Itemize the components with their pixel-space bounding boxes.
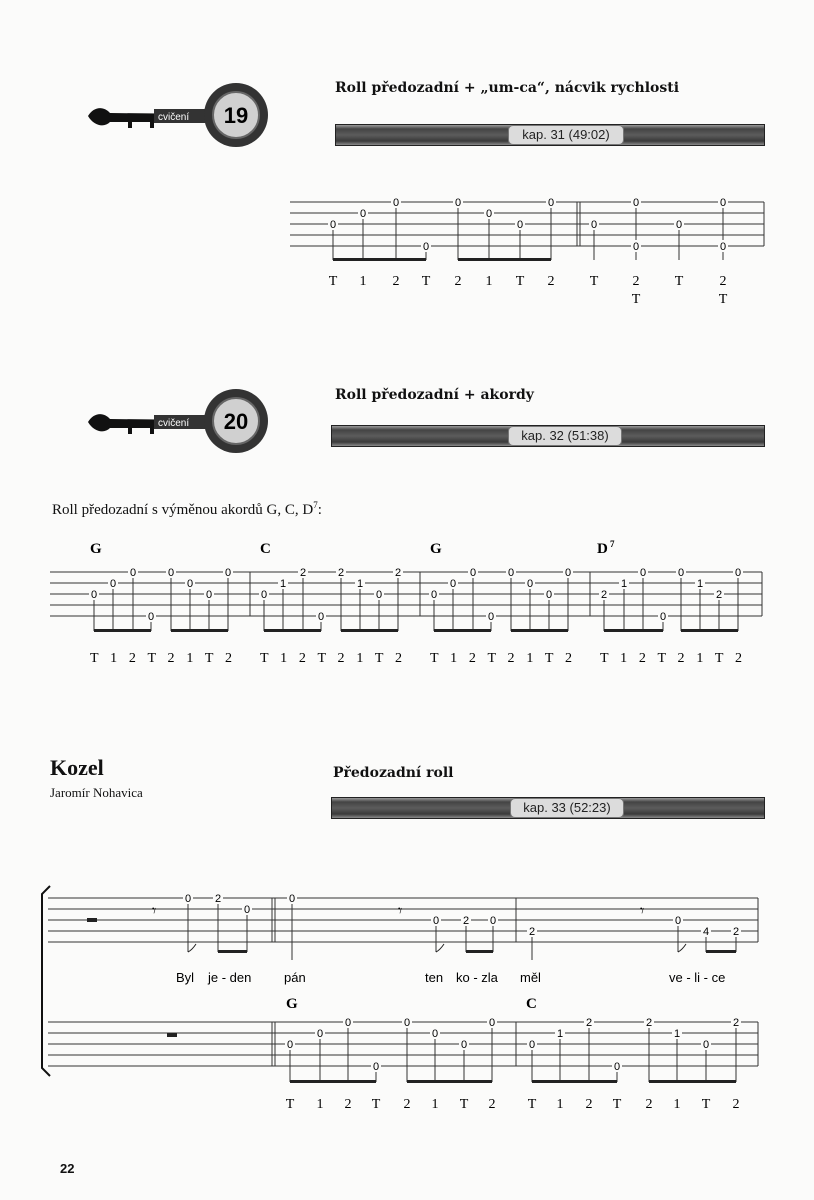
chapter-chip[interactable]: kap. 31 (49:02): [508, 125, 624, 145]
svg-text:pán: pán: [284, 970, 306, 985]
svg-text:0: 0: [243, 904, 251, 916]
svg-text:0: 0: [590, 219, 598, 231]
exercise-label: cvičení: [158, 112, 190, 123]
svg-text:0: 0: [719, 241, 727, 253]
svg-text:0: 0: [674, 915, 682, 927]
svg-text:2: 2: [392, 274, 400, 289]
svg-text:měl: měl: [520, 970, 541, 985]
svg-text:1: 1: [696, 578, 704, 590]
chord-symbols: [286, 996, 537, 1012]
tab-staff-ex20: [0, 535, 814, 675]
svg-text:0: 0: [526, 578, 534, 590]
svg-text:0: 0: [528, 1039, 536, 1051]
svg-text:1: 1: [279, 578, 287, 590]
svg-text:T: T: [718, 292, 728, 307]
exercise-label: cvičení: [158, 418, 190, 429]
svg-text:0: 0: [677, 567, 685, 579]
melody-beams: [188, 944, 736, 953]
svg-text:0: 0: [545, 589, 553, 601]
fingering-row: [90, 651, 742, 666]
svg-text:je - den: je - den: [208, 970, 252, 985]
whole-rest-icon: [167, 1033, 177, 1037]
svg-text:0: 0: [147, 611, 155, 623]
staff-lines: [50, 572, 762, 616]
svg-text:1: 1: [620, 578, 628, 590]
svg-text:T: T: [328, 274, 338, 289]
svg-text:G: G: [90, 541, 102, 557]
svg-text:0: 0: [639, 567, 647, 579]
svg-text:0: 0: [329, 219, 337, 231]
svg-text:1: 1: [485, 274, 493, 289]
svg-text:1: 1: [673, 1097, 681, 1112]
svg-text:0: 0: [286, 1039, 294, 1051]
svg-text:1: 1: [673, 1028, 681, 1040]
svg-text:0: 0: [224, 567, 232, 579]
svg-text:T 1 2 T 2 1 T 2: T 1 2 T 2 1 T 2: [90, 651, 232, 666]
svg-text:T: T: [612, 1097, 622, 1112]
svg-text:1: 1: [431, 1097, 439, 1112]
svg-text:2: 2: [732, 1097, 740, 1112]
svg-text:0: 0: [344, 1017, 352, 1029]
exercise-title: Roll předozadní + akordy: [335, 387, 534, 403]
svg-text:0: 0: [613, 1061, 621, 1073]
svg-text:G: G: [286, 996, 298, 1012]
svg-text:2: 2: [454, 274, 462, 289]
accomp-beams: [290, 1080, 736, 1083]
page-number: 22: [60, 1161, 75, 1176]
svg-text:0: 0: [449, 578, 457, 590]
svg-text:2: 2: [732, 1017, 740, 1029]
svg-text:0: 0: [186, 578, 194, 590]
svg-text:0: 0: [547, 197, 555, 209]
svg-text:0: 0: [167, 567, 175, 579]
svg-text:0: 0: [129, 567, 137, 579]
svg-text:T 1 2 T 2 1 T 2: T 1 2 T 2 1 T 2: [260, 651, 402, 666]
svg-text:ko - zla: ko - zla: [456, 970, 498, 985]
tab-staff-ex19: [0, 185, 814, 315]
svg-text:0: 0: [507, 567, 515, 579]
svg-text:0: 0: [359, 208, 367, 220]
svg-text:T: T: [527, 1097, 537, 1112]
svg-text:2: 2: [214, 893, 222, 905]
svg-text:0: 0: [288, 893, 296, 905]
svg-text:2: 2: [732, 926, 740, 938]
note-beams: [333, 258, 551, 261]
svg-text:2: 2: [528, 926, 536, 938]
svg-text:0: 0: [632, 241, 640, 253]
svg-text:0: 0: [632, 197, 640, 209]
note-beams: [94, 629, 738, 632]
eighth-rest-icon: 𝄾: [398, 903, 403, 920]
svg-text:0: 0: [485, 208, 493, 220]
svg-text:T 1 2 T 2 1 T 2: T 1 2 T 2 1 T 2: [600, 651, 742, 666]
svg-text:0: 0: [403, 1017, 411, 1029]
eighth-rest-icon: 𝄾: [640, 903, 645, 920]
song-title: Kozel: [50, 755, 104, 780]
svg-text:0: 0: [375, 589, 383, 601]
svg-text:0: 0: [659, 611, 667, 623]
svg-text:2: 2: [600, 589, 608, 601]
svg-text:T: T: [631, 292, 641, 307]
svg-text:0: 0: [422, 241, 430, 253]
fingering-row: [329, 274, 728, 307]
svg-text:0: 0: [516, 219, 524, 231]
svg-text:T: T: [515, 274, 525, 289]
svg-text:0: 0: [205, 589, 213, 601]
svg-text:0: 0: [260, 589, 268, 601]
svg-text:2: 2: [585, 1017, 593, 1029]
eighth-rest-icon: 𝄾: [152, 903, 157, 920]
exercise-intro: Roll předozadní s výměnou akordů G, C, $D^7$:: [52, 500, 322, 518]
note-stems: [333, 202, 723, 260]
svg-text:T: T: [285, 1097, 295, 1112]
svg-text:1: 1: [556, 1097, 564, 1112]
svg-text:G: G: [430, 541, 442, 557]
lyrics: [176, 970, 725, 985]
svg-text:1: 1: [316, 1097, 324, 1112]
svg-text:0: 0: [454, 197, 462, 209]
svg-text:0: 0: [719, 197, 727, 209]
svg-text:Byl: Byl: [176, 970, 195, 985]
song-author: Jaromír Nohavica: [50, 785, 143, 800]
svg-text:4: 4: [702, 926, 710, 938]
accomp-stems: [290, 1022, 736, 1082]
chapter-bar: [331, 797, 765, 819]
svg-text:0: 0: [488, 1017, 496, 1029]
svg-text:T: T: [589, 274, 599, 289]
svg-text:1: 1: [556, 1028, 564, 1040]
svg-text:2: 2: [488, 1097, 496, 1112]
svg-text:0: 0: [372, 1061, 380, 1073]
svg-text:0: 0: [460, 1039, 468, 1051]
exercise-number: 19: [223, 103, 249, 128]
svg-text:1: 1: [359, 274, 367, 289]
exercise-badge-19: [84, 80, 284, 154]
song-score: [0, 880, 814, 1120]
svg-text:T 1 2 T 2 1 T 2: T 1 2 T 2 1 T 2: [430, 651, 572, 666]
svg-text:0: 0: [469, 567, 477, 579]
svg-text:2: 2: [337, 567, 345, 579]
svg-text:0: 0: [431, 1028, 439, 1040]
svg-text:7: 7: [610, 539, 615, 549]
svg-text:2: 2: [645, 1017, 653, 1029]
svg-text:0: 0: [317, 611, 325, 623]
song-subtitle: Předozadní roll: [333, 765, 454, 781]
svg-text:T: T: [459, 1097, 469, 1112]
svg-text:C: C: [260, 541, 271, 557]
svg-text:T: T: [674, 274, 684, 289]
svg-text:D: D: [597, 541, 608, 557]
svg-text:2: 2: [462, 915, 470, 927]
half-rest-icon: [87, 918, 97, 922]
svg-text:2: 2: [632, 274, 640, 289]
svg-text:0: 0: [489, 915, 497, 927]
svg-text:0: 0: [702, 1039, 710, 1051]
svg-text:ten: ten: [425, 970, 444, 985]
chord-symbols: [90, 539, 615, 557]
svg-text:2: 2: [403, 1097, 411, 1112]
fingering-row: [286, 1097, 740, 1112]
svg-text:2: 2: [645, 1097, 653, 1112]
svg-text:1: 1: [356, 578, 364, 590]
svg-text:0: 0: [675, 219, 683, 231]
exercise-badge-20: [84, 386, 284, 460]
svg-text:2: 2: [719, 274, 727, 289]
svg-text:2: 2: [344, 1097, 352, 1112]
svg-text:0: 0: [109, 578, 117, 590]
exercise-number: 20: [223, 409, 249, 434]
svg-text:2: 2: [299, 567, 307, 579]
rests: [87, 903, 644, 922]
svg-text:0: 0: [432, 915, 440, 927]
chapter-bar: [331, 425, 765, 447]
svg-text:0: 0: [487, 611, 495, 623]
svg-text:0: 0: [316, 1028, 324, 1040]
svg-text:T: T: [421, 274, 431, 289]
melody-stems: [188, 898, 736, 960]
svg-text:2: 2: [394, 567, 402, 579]
svg-text:C: C: [526, 996, 537, 1012]
svg-text:0: 0: [90, 589, 98, 601]
svg-text:ve - li - ce: ve - li - ce: [669, 970, 726, 985]
svg-text:0: 0: [430, 589, 438, 601]
chapter-chip[interactable]: kap. 32 (51:38): [508, 426, 622, 446]
chapter-bar: [335, 124, 765, 146]
svg-text:2: 2: [715, 589, 723, 601]
svg-text:T: T: [701, 1097, 711, 1112]
svg-text:0: 0: [734, 567, 742, 579]
svg-text:0: 0: [184, 893, 192, 905]
system-bracket: [42, 886, 50, 1076]
svg-text:2: 2: [585, 1097, 593, 1112]
svg-text:0: 0: [392, 197, 400, 209]
exercise-title: Roll předozadní + „um-ca“, nácvik rychlosti: [335, 80, 680, 96]
svg-text:0: 0: [564, 567, 572, 579]
svg-text:T: T: [371, 1097, 381, 1112]
chapter-chip[interactable]: kap. 33 (52:23): [510, 798, 624, 818]
svg-text:2: 2: [547, 274, 555, 289]
